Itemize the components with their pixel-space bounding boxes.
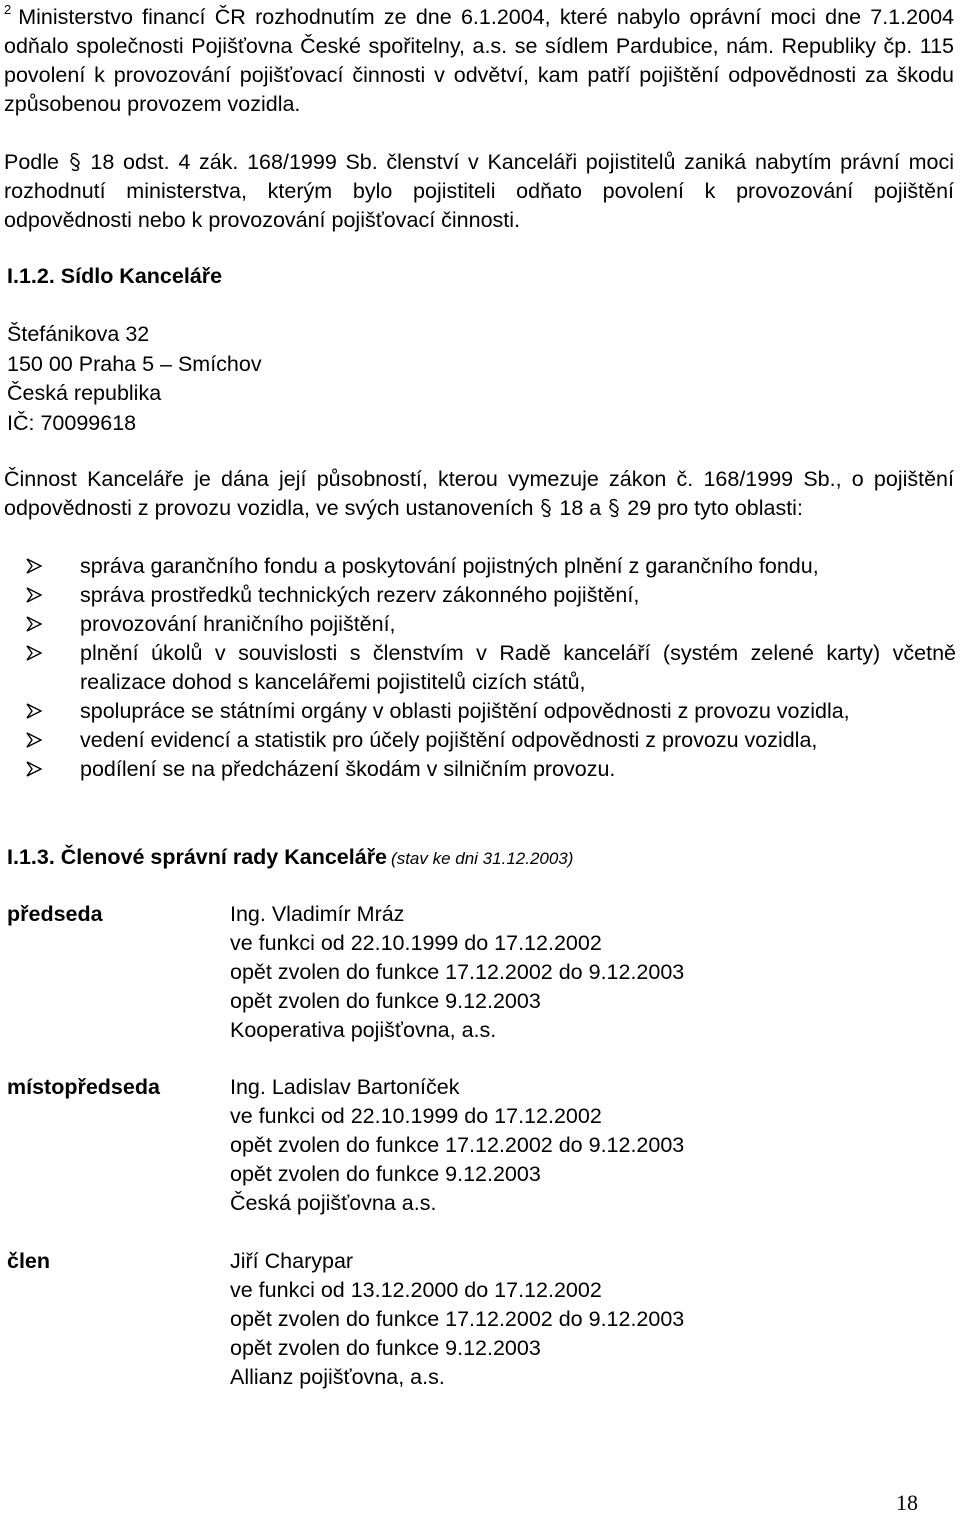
member-term: ve funkci od 22.10.1999 do 17.12.2002 [230, 1104, 602, 1128]
arrow-bullet-icon [26, 755, 46, 784]
section-heading-seat: I.1.2. Sídlo Kanceláře [7, 264, 223, 288]
section-sign-icon [68, 148, 82, 177]
member-name: Ing. Ladislav Bartoníček [230, 1075, 460, 1099]
list-item [4, 581, 956, 610]
section-sign-icon [539, 494, 553, 523]
arrow-bullet-icon [26, 697, 46, 726]
section-sign-icon [607, 494, 621, 523]
activity-intro-part2: 18 a [559, 496, 602, 520]
arrow-bullet-icon [26, 610, 46, 639]
member-reelection: opět zvolen do funkce 9.12.2003 [230, 1162, 541, 1186]
board-heading-text: I.1.3. Členové správní rady Kanceláře [7, 845, 388, 869]
board-heading-note: (stav ke dni 31.12.2003) [391, 849, 574, 868]
member-details [230, 1073, 684, 1218]
address-country: Česká republika [7, 381, 162, 405]
list-item-text: plnění úkolů v souvislosti s členstvím v Radě kanceláří (systém zelené karty) včetně realizace dohod s kancelářemi pojistitelů cizích států, [80, 641, 956, 694]
list-item-text: podílení se na předcházení škodám v silničním provozu. [80, 757, 616, 781]
activity-intro-part1: Činnost Kanceláře je dána její působností, kterou vymezuje zákon č. 168/1999 Sb., o pojištění odpovědnosti z provozu vozidla, ve svých ustanoveních [4, 467, 954, 520]
membership-text: 18 odst. 4 zák. 168/1999 Sb. členství v Kanceláři pojistitelů zaniká nabytím právní moci rozhodnutí ministerstva, kterým bylo pojistiteli odňato povolení k provozování pojištění odpovědnosti nebo k provozování pojišťovací činnosti. [4, 150, 954, 232]
member-role: člen [7, 1249, 51, 1273]
list-item-text: správa prostředků technických rezerv zákonného pojištění, [80, 583, 640, 607]
list-item-text: vedení evidencí a statistik pro účely pojištění odpovědnosti z provozu vozidla, [80, 728, 818, 752]
activity-intro-part3: 29 pro tyto oblasti: [627, 496, 803, 520]
membership-paragraph [4, 148, 954, 235]
member-reelection: opět zvolen do funkce 17.12.2002 do 9.12.2003 [230, 1307, 685, 1331]
member-reelection: opět zvolen do funkce 9.12.2003 [230, 989, 541, 1013]
member-details [230, 1247, 684, 1392]
member-term: ve funkci od 22.10.1999 do 17.12.2002 [230, 931, 602, 955]
page-number: 18 [896, 1490, 918, 1515]
footnote [4, 3, 954, 119]
member-term: ve funkci od 13.12.2000 do 17.12.2002 [230, 1278, 602, 1302]
list-item [4, 639, 956, 697]
section-heading-board [7, 843, 573, 873]
member-company: Česká pojišťovna a.s. [230, 1191, 437, 1215]
member-name: Jiří Charypar [230, 1249, 354, 1273]
address-city: 150 00 Praha 5 – Smíchov [7, 351, 262, 376]
address-street: Štefánikova 32 [7, 322, 150, 346]
list-item [4, 697, 956, 726]
membership-prefix: Podle [4, 150, 59, 174]
member-details [230, 900, 684, 1045]
list-item-text: správa garančního fondu a poskytování pojistných plnění z garančního fondu, [80, 554, 819, 578]
list-item [4, 610, 956, 639]
list-item [4, 755, 956, 784]
member-reelection: opět zvolen do funkce 17.12.2002 do 9.12.2003 [230, 960, 685, 984]
member-reelection: opět zvolen do funkce 17.12.2002 do 9.12.2003 [230, 1133, 685, 1157]
list-item-text: spolupráce se státními orgány v oblasti pojištění odpovědnosti z provozu vozidla, [80, 699, 850, 723]
footnote-marker: 2 [4, 2, 12, 17]
member-company: Kooperativa pojišťovna, a.s. [230, 1018, 497, 1042]
arrow-bullet-icon [26, 726, 46, 755]
arrow-bullet-icon [26, 552, 46, 581]
member-name: Ing. Vladimír Mráz [230, 902, 405, 926]
member-reelection: opět zvolen do funkce 9.12.2003 [230, 1336, 541, 1360]
member-company: Allianz pojišťovna, a.s. [230, 1365, 445, 1389]
list-item-text: provozování hraničního pojištění, [80, 612, 396, 636]
activity-intro [4, 465, 954, 523]
member-role: místopředseda [7, 1075, 160, 1099]
list-item [4, 726, 956, 755]
address-company-id: IČ: 70099618 [7, 410, 137, 435]
address-block [7, 320, 707, 438]
member-role: předseda [7, 902, 103, 926]
footnote-text: Ministerstvo financí ČR rozhodnutím ze dne 6.1.2004, které nabylo oprávní moci dne 7.1.2004 odňalo společnosti Pojišťovna České spořitelny, a.s. se sídlem Pardubice, nám. Republiky čp. 115 povolení k provozování pojišťovací činnosti v odvětví, kam patří pojištění odpovědnosti za škodu způsobenou provozem vozidla. [4, 5, 954, 116]
arrow-bullet-icon [26, 639, 46, 668]
arrow-bullet-icon [26, 581, 46, 610]
activity-list [4, 552, 956, 784]
list-item [4, 552, 956, 581]
